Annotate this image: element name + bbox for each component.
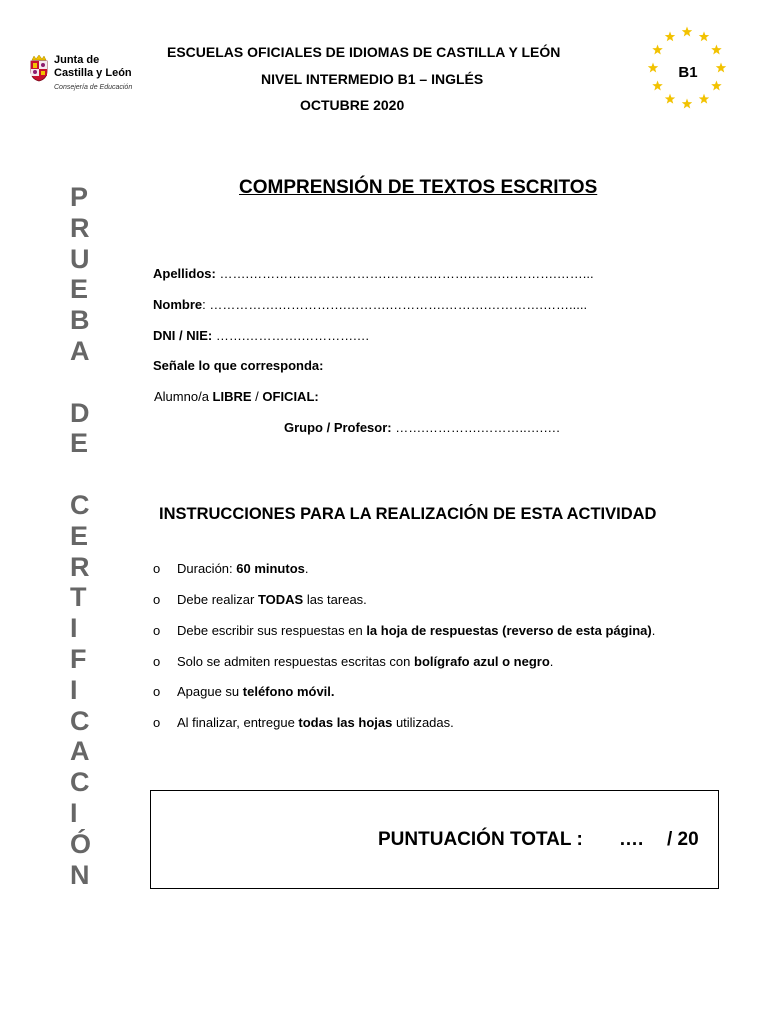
header-school: ESCUELAS OFICIALES DE IDIOMAS DE CASTILLA Y LEÓN bbox=[167, 44, 561, 60]
vertical-title-letter: I bbox=[70, 797, 78, 828]
instruction-item bbox=[153, 592, 367, 607]
score-value-field[interactable]: …. bbox=[619, 829, 644, 850]
b1-level-badge bbox=[637, 22, 737, 112]
instruction-text: Solo se admiten respuestas escritas con bbox=[177, 654, 415, 669]
instruction-item bbox=[153, 623, 655, 638]
vertical-title-letter: B bbox=[70, 305, 90, 336]
bullet: o bbox=[153, 561, 161, 576]
vertical-title-letter: R bbox=[70, 551, 90, 582]
grupo-dots: …….………….………..….…. bbox=[391, 420, 560, 435]
instruction-text: Al finalizar, entregue bbox=[177, 715, 299, 730]
senale-label: Señale lo que corresponda: bbox=[153, 358, 324, 373]
instruction-text-end: las tareas. bbox=[303, 592, 367, 607]
star-icon bbox=[665, 94, 675, 104]
document-title: COMPRENSIÓN DE TEXTOS ESCRITOS bbox=[239, 177, 598, 198]
star-icon bbox=[699, 94, 709, 104]
logo-line-1: Junta de bbox=[54, 54, 100, 66]
instruction-item bbox=[153, 715, 454, 730]
instruction-text-end: . bbox=[651, 623, 656, 638]
star-icon bbox=[652, 45, 662, 55]
instruction-bold: 60 minutos bbox=[236, 561, 305, 576]
vertical-title-letter: I bbox=[70, 674, 78, 705]
vertical-title-letter: P bbox=[70, 182, 89, 212]
star-icon bbox=[699, 31, 709, 41]
alumno-separator: / bbox=[251, 389, 263, 404]
vertical-title-letter: E bbox=[70, 274, 89, 305]
apellidos-label: Apellidos: bbox=[153, 266, 216, 281]
instruction-bold: TODAS bbox=[257, 592, 304, 607]
vertical-title-letter: C bbox=[70, 489, 90, 520]
vertical-title-gap bbox=[70, 367, 102, 398]
instruction-bold: bolígrafo azul o negro bbox=[414, 654, 550, 669]
logo-line-2: Castilla y León bbox=[54, 67, 132, 79]
vertical-title-letter: E bbox=[70, 428, 89, 459]
header-date: OCTUBRE 2020 bbox=[300, 97, 405, 113]
star-icon bbox=[648, 63, 658, 73]
vertical-title-letter: A bbox=[70, 736, 90, 767]
nombre-dots: : …………….…………….……….………….……….………….……..... bbox=[202, 297, 588, 312]
junta-logo bbox=[28, 52, 148, 98]
star-icon bbox=[716, 63, 726, 73]
instruction-bold: todas las hojas bbox=[298, 715, 393, 730]
dni-label: DNI / NIE: bbox=[153, 328, 213, 343]
bullet: o bbox=[153, 592, 161, 607]
option-oficial[interactable]: OFICIAL: bbox=[262, 389, 319, 404]
instruction-item bbox=[153, 561, 309, 576]
vertical-title-letter: C bbox=[70, 705, 90, 736]
star-icon bbox=[652, 81, 662, 91]
vertical-title-letter: T bbox=[70, 582, 87, 613]
instruction-text-end: . bbox=[304, 561, 309, 576]
bullet: o bbox=[153, 684, 161, 699]
vertical-title-letter: F bbox=[70, 643, 87, 674]
dni-field[interactable] bbox=[153, 328, 370, 343]
score-max: / 20 bbox=[667, 829, 699, 850]
logo-line-3: Consejería de Educación bbox=[54, 84, 133, 91]
vertical-title-letter: D bbox=[70, 397, 90, 428]
nombre-label: Nombre bbox=[153, 297, 203, 312]
star-icon bbox=[682, 99, 692, 109]
instruction-text-end: utilizadas. bbox=[392, 715, 454, 730]
vertical-title-letter: E bbox=[70, 520, 89, 551]
vertical-title-letter: N bbox=[70, 859, 90, 890]
coat-of-arms-icon bbox=[28, 54, 50, 82]
instruction-bold: la hoja de respuestas (reverso de esta página) bbox=[366, 623, 652, 638]
instruction-text: Duración: bbox=[177, 561, 237, 576]
bullet: o bbox=[153, 623, 161, 638]
instruction-text-end: . bbox=[549, 654, 554, 669]
vertical-title-letter: I bbox=[70, 613, 78, 644]
vertical-title-letter: C bbox=[70, 767, 90, 798]
vertical-title-gap bbox=[70, 459, 102, 490]
header-level: NIVEL INTERMEDIO B1 – INGLÉS bbox=[261, 71, 484, 87]
instruction-item bbox=[153, 654, 553, 669]
instruction-bold: teléfono móvil. bbox=[242, 684, 335, 699]
bullet: o bbox=[153, 715, 161, 730]
instruction-text: Debe escribir sus respuestas en bbox=[177, 623, 367, 638]
apellidos-field[interactable] bbox=[153, 266, 594, 281]
star-icon bbox=[711, 45, 721, 55]
star-icon bbox=[711, 81, 721, 91]
nombre-field[interactable] bbox=[153, 297, 587, 312]
apellidos-dots: …….………….……………….……….……….…….………….……... bbox=[215, 266, 594, 281]
star-icon bbox=[682, 27, 692, 37]
vertical-title-letter: U bbox=[70, 243, 90, 274]
star-icon bbox=[665, 31, 675, 41]
alumno-prefix: Alumno/a bbox=[154, 389, 213, 404]
vertical-title-letter: R bbox=[70, 212, 90, 243]
badge-label: B1 bbox=[678, 64, 698, 81]
instruction-item bbox=[153, 684, 335, 699]
vertical-title-letter: A bbox=[70, 335, 90, 366]
score-label: PUNTUACIÓN TOTAL : bbox=[378, 829, 583, 850]
grupo-field[interactable] bbox=[284, 420, 560, 435]
option-libre[interactable]: LIBRE bbox=[212, 389, 252, 404]
instruction-text: Apague su bbox=[177, 684, 243, 699]
instructions-title: INSTRUCCIONES PARA LA REALIZACIÓN DE ESTA ACTIVIDAD bbox=[159, 505, 657, 523]
alumno-type-field[interactable] bbox=[154, 389, 319, 404]
grupo-label: Grupo / Profesor: bbox=[284, 420, 392, 435]
vertical-title bbox=[70, 182, 102, 890]
dni-dots: …….………….………….… bbox=[212, 328, 370, 343]
bullet: o bbox=[153, 654, 161, 669]
vertical-title-letter: Ó bbox=[70, 828, 92, 859]
instruction-text: Debe realizar bbox=[177, 592, 258, 607]
